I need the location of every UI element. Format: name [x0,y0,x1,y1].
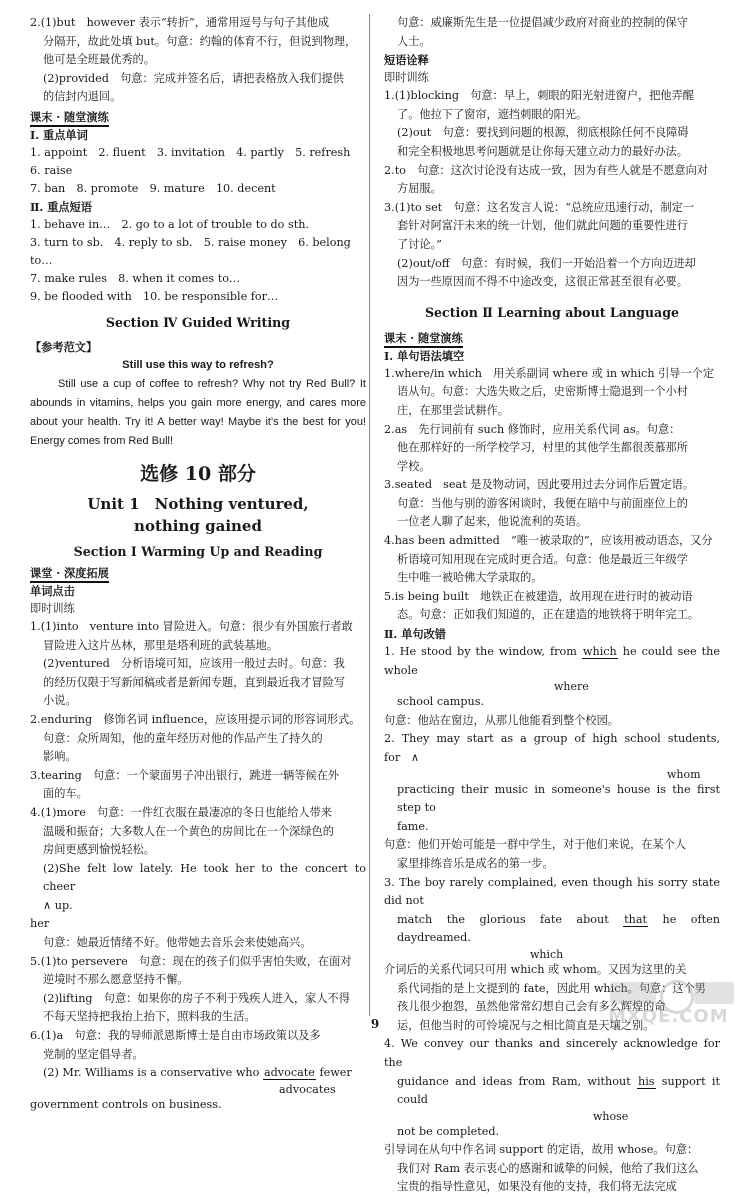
answer-line [30,767,366,786]
answer-line [30,804,366,823]
answer-text: 了讨论。” [397,237,442,251]
answer-text: 庄，在那里尝试耕作。 [397,403,509,417]
item-number: 1. [384,366,395,380]
answer-text: 不每天坚持把我抬上抬下，照料我的生活。 [43,1010,256,1024]
correction-sentence [384,1073,720,1110]
answer-text: 人士。 [397,34,431,48]
underlined-error: advocate [263,1066,315,1080]
insert-caret: ∧ [43,898,52,912]
correction-word: advocates [279,1082,336,1096]
answer-text: 冒险进入这片丛林，那里是塔利班的武装基地。 [43,638,278,652]
answer-text: 方屈服。 [397,182,442,196]
item-number: 5. [384,589,395,603]
answer-text: not be completed. [397,1124,500,1138]
underlined-error: that [624,912,648,926]
answer-line [384,588,720,607]
answer-text: 套针对阿富汗未来的统一计划，他们就此问题的重要性进行 [397,219,688,233]
correction-sentence [30,1064,366,1083]
tag-label: 课末 · 随堂演练 [30,110,109,127]
answer-text: fame. [397,819,429,833]
item-number: 3. [384,478,395,492]
section-title: Section Ⅰ Warming Up and Reading [73,543,323,559]
item-number: 6. [30,1029,41,1043]
subheading: 单词点击 [30,583,75,598]
answer-line [30,711,366,730]
item-number: 1. [30,619,41,633]
answer-text: as 先行词前有 such 修饰时，应用关系代词 as。句意： [394,422,681,436]
item-number: 1. [384,89,395,103]
answer-text: 学校。 [397,459,431,473]
item-number: 2. [30,16,41,29]
correction-word: which [530,947,564,961]
answer-text: 态。句意：正如我们知道的，正在建造的地铁将于明年完工。 [397,608,700,622]
phrase-answers: 9. be flooded with 10. be responsible for… [30,289,279,303]
answer-line [30,618,366,637]
answer-text: (2) Mr. Williams is a conservative who [43,1066,260,1080]
underlined-error: which [582,645,617,659]
answer-text: (2)ventured 分析语境可知，应该用一般过去时。句意：我 [43,657,345,671]
answer-text: (2)out 句意：要找到问题的根源，彻底根除任何不良障碍 [397,126,689,140]
answer-text: (1)into venture into 冒险进入。句意：很少有外国旅行者敢 [40,619,353,633]
answer-text: 句意：威廉斯先生是一位提倡减少政府对商业的控制的保守 [397,16,688,29]
answer-text: 党制的坚定倡导者。 [43,1047,144,1061]
answer-text: 小说。 [43,694,77,708]
subheading: 短语诠释 [384,53,429,68]
correction-word: whom [667,767,701,781]
answer-text: practicing their music in someone's house is the first step to [397,782,720,815]
answer-text: (1)blocking 句意：早上，刺眼的阳光射进窗户，把他弄醒 [394,89,694,103]
phrase-answers: 1. behave in… 2. go to a lot of trouble to do sth. [30,217,309,231]
answer-text: 1. He stood by the window, from [384,645,577,659]
answer-text: 因为一些原因而不得不中途改变，这很正常甚至很有必要。 [397,275,688,289]
part-title: 选修 10 部分 [140,462,256,485]
correction-word: where [554,680,589,694]
answer-text: 和完全积极地思考问题就是让你每天建立动力的最好办法。 [397,144,688,158]
answer-text: 影响。 [43,750,77,764]
answer-text: 句意：当他与别的游客闲谈时，我便在暗中与前面座位上的 [397,496,688,510]
answer-text: 系代词指的是上文提到的 fate，因此用 which。句意：这个男 [397,981,706,995]
answer-text: 引导词在从句中作名词 support 的定语，故用 whose。句意： [384,1143,699,1157]
answer-line [384,87,720,106]
correction-sentence [384,911,720,948]
item-number: 2. [384,163,395,177]
answer-text: (1)a 句意：我的导师派恩斯博士是自由市场政策以及多 [40,1029,321,1043]
phrase-answers: 7. make rules 8. when it comes to… [30,271,241,285]
answer-text: 的经历仅限于写新闻稿或者是新闻专题，直到最近我才冒险写 [43,675,346,689]
answer-text: 2. They may start as a group of high school students, for [384,732,720,764]
insert-caret: ∧ [410,751,420,764]
answer-text: he often daydreamed. [397,912,720,945]
watermark-text: MXQE.COM [608,1006,729,1027]
watermark-mark [694,982,734,1004]
section-tag [30,109,366,126]
answer-text: 生中唯一被哈佛大学录取的。 [397,571,543,585]
answer-text: (2)out/off 句意：有时候，我们一开始沿着一个方向迈进却 [397,256,696,270]
answer-text: 家里排练音乐是成名的第一步。 [397,856,554,870]
answer-text: 句意：她最近情绪不好。他带她去音乐会来使她高兴。 [43,936,312,950]
correction-sentence [384,730,720,767]
answer-text: to 句意：这次讨论没有达成一致，因为有些人就是不愿意向对 [394,163,708,177]
answer-text: (1)to persevere 句意：现在的孩子们似乎害怕失败，在面对 [40,954,352,968]
answer-text: 了。他拉下了窗帘，遮挡刺眼的阳光。 [397,107,588,121]
subheading: 即时训练 [30,601,75,615]
answer-text: (2)lifting 句意：如果你的房子不利于残疾人进入，家人不得 [43,991,350,1005]
correction-sentence: (2)She felt low lately. He took her to the concert to cheer [43,861,366,894]
section-tag [30,565,366,582]
unit-title: Unit 1 Nothing ventured, [87,494,309,513]
word-answers: 1. appoint 2. fluent 3. invitation 4. partly 5. refresh 6. raise [30,145,362,177]
page-number: 9 [370,1017,380,1031]
item-number: 4. [384,534,395,548]
answer-line [30,953,366,972]
item-number: 2. [30,712,41,726]
section-tag [384,330,720,347]
answer-text: 面的车。 [43,787,88,801]
answer-text: guidance and ideas from Ram, without [397,1074,631,1088]
answer-line [384,476,720,495]
correction-sentence: 3. The boy rarely complained, even though his sorry state did not [384,875,720,908]
answer-text: (1)but however 表示“转折”，通常用逗号与句子其他成 [40,16,330,29]
answer-text: fewer [319,1066,352,1080]
tag-label: 课堂 · 深度拓展 [30,566,109,583]
essay-body: Still use a cup of coffee to refresh? Why not try Red Bull? It abounds in vitamins, helps you gain more energy, and cares more about your health. Try it! A better way! Maybe it's the best for you! Energy comes from Red Bull! [30,377,366,447]
column-divider [369,14,370,1016]
word-answers: 7. ban 8. promote 9. mature 10. decent [30,181,276,195]
answer-text: 一位老人聊了起来，他说流利的英语。 [397,515,588,529]
watermark-mark [610,982,656,1004]
correction-sentence: 4. We convey our thanks and sincerely acknowledge for the [384,1037,720,1069]
answer-text: 我们对 Ram 表示衷心的感谢和诚挚的问候，他给了我们这么 [397,1161,699,1175]
watermark-logo [592,978,742,1034]
section-title: Section Ⅱ Learning about Language [424,304,680,320]
tag-label: 课末 · 随堂演练 [384,331,463,348]
answer-text: 他可是全班最优秀的。 [43,53,155,67]
answer-text: (1)more 句意：一件红衣服在最凄凉的冬日也能给人带来 [40,805,332,819]
subheading: Ⅰ. 重点单词 [30,127,88,142]
item-number: 4. [30,805,41,819]
correction-line [30,897,366,916]
item-number: 2. [384,422,395,436]
answer-text: 逆境时不那么愿意坚持不懈。 [43,973,189,987]
answer-line [384,365,720,384]
answer-text: 温暖和振奋；大多数人在一个黄色的房间比在一个深绿色的 [43,824,334,838]
answer-text: 运，但他当时的可怜境况与之相比简直是天壤之别。 [397,1018,655,1032]
answer-line [384,532,720,551]
subheading: Ⅱ. 单句改错 [384,627,446,642]
answer-text: enduring 修饰名词 influence，应该用提示词的形容词形式。 [40,712,361,726]
section-title: Section Ⅳ Guided Writing [105,314,291,330]
answer-text: where/in which 用关系副词 where 或 in which 引导一个定 [394,366,715,380]
answer-text: 的信封内退回。 [43,90,122,104]
item-number: 3. [30,768,41,782]
answer-text: 句意：他们开始可能是一群中学生，对于他们来说，在某个人 [384,838,687,852]
essay-title: Still use this way to refresh? [122,358,274,371]
answer-text: 语从句。句意：大选失败之后，史密斯博士隐退到一个小村 [397,385,688,399]
answer-text: tearing 句意：一个蒙面男子冲出银行，跳进一辆等候在外 [40,768,340,782]
answer-text: match the glorious fate about [397,912,609,926]
answer-text: seated seat 是及物动词，因此要用过去分词作后置定语。 [394,478,695,492]
answer-text: he could see the whole [384,645,720,677]
answer-text: 句意：众所周知，他的童年经历对他的作品产生了持久的 [43,731,323,745]
answer-text: 析语境可知用现在完成时更合适。句意：他是最近三年级学 [397,552,688,566]
answer-line [30,14,366,33]
subheading: Ⅱ. 重点短语 [30,199,92,214]
answer-text: 房间更感到愉悦轻松。 [43,843,155,857]
answer-text: government controls on business. [30,1097,222,1111]
answer-text: support it could [397,1074,720,1107]
answer-text: school campus. [397,695,485,709]
answer-text: 介词后的关系代词只可用 which 或 whom。又因为这里的关 [384,962,687,976]
answer-text: up. [54,898,73,912]
correction-word: her [30,917,50,931]
correction-sentence [384,643,720,680]
answer-text: 分隔开，故此处填 but。句意：约翰的体育不行，但说到物理， [43,34,357,48]
answer-text: is being built 地铁正在被建造，故用现在进行时的被动语 [394,589,693,603]
answer-line [384,199,720,218]
left-column [30,14,366,1114]
answer-text: 他在那样好的一所学校学习，村里的其他学生都很羡慕那所 [397,441,688,455]
answer-text: has been admitted “唯一被录取的”，应该用被动语态，又分 [394,534,713,548]
subheading: 即时训练 [384,71,429,85]
reference-label: 【参考范文】 [30,339,98,354]
answer-text: (1)to set 句意：这名发言人说：“总统应迅速行动，制定一 [394,200,695,214]
subheading: Ⅰ. 单句语法填空 [384,348,465,363]
item-number: 3. [384,200,395,214]
answer-text: 句意：他站在窗边，从那儿他能看到整个校园。 [384,713,619,727]
correction-word: whose [593,1109,629,1123]
answer-line [384,162,720,181]
underlined-error: his [637,1074,655,1088]
answer-text: 孩儿很少抱怨，虽然他常常幻想自己会有多么辉煌的命 [397,1000,666,1014]
answer-line [384,421,720,440]
answer-text: 宝贵的指导性意见，如果没有他的支持，我们将无法完成 [397,1180,677,1194]
unit-title: nothing gained [134,516,262,535]
phrase-answers: 3. turn to sb. 4. reply to sb. 5. raise money 6. belong to… [30,235,351,267]
item-number: 5. [30,954,41,968]
answer-text: (2)provided 句意：完成并签名后，请把表格放入我们提供 [43,71,344,85]
